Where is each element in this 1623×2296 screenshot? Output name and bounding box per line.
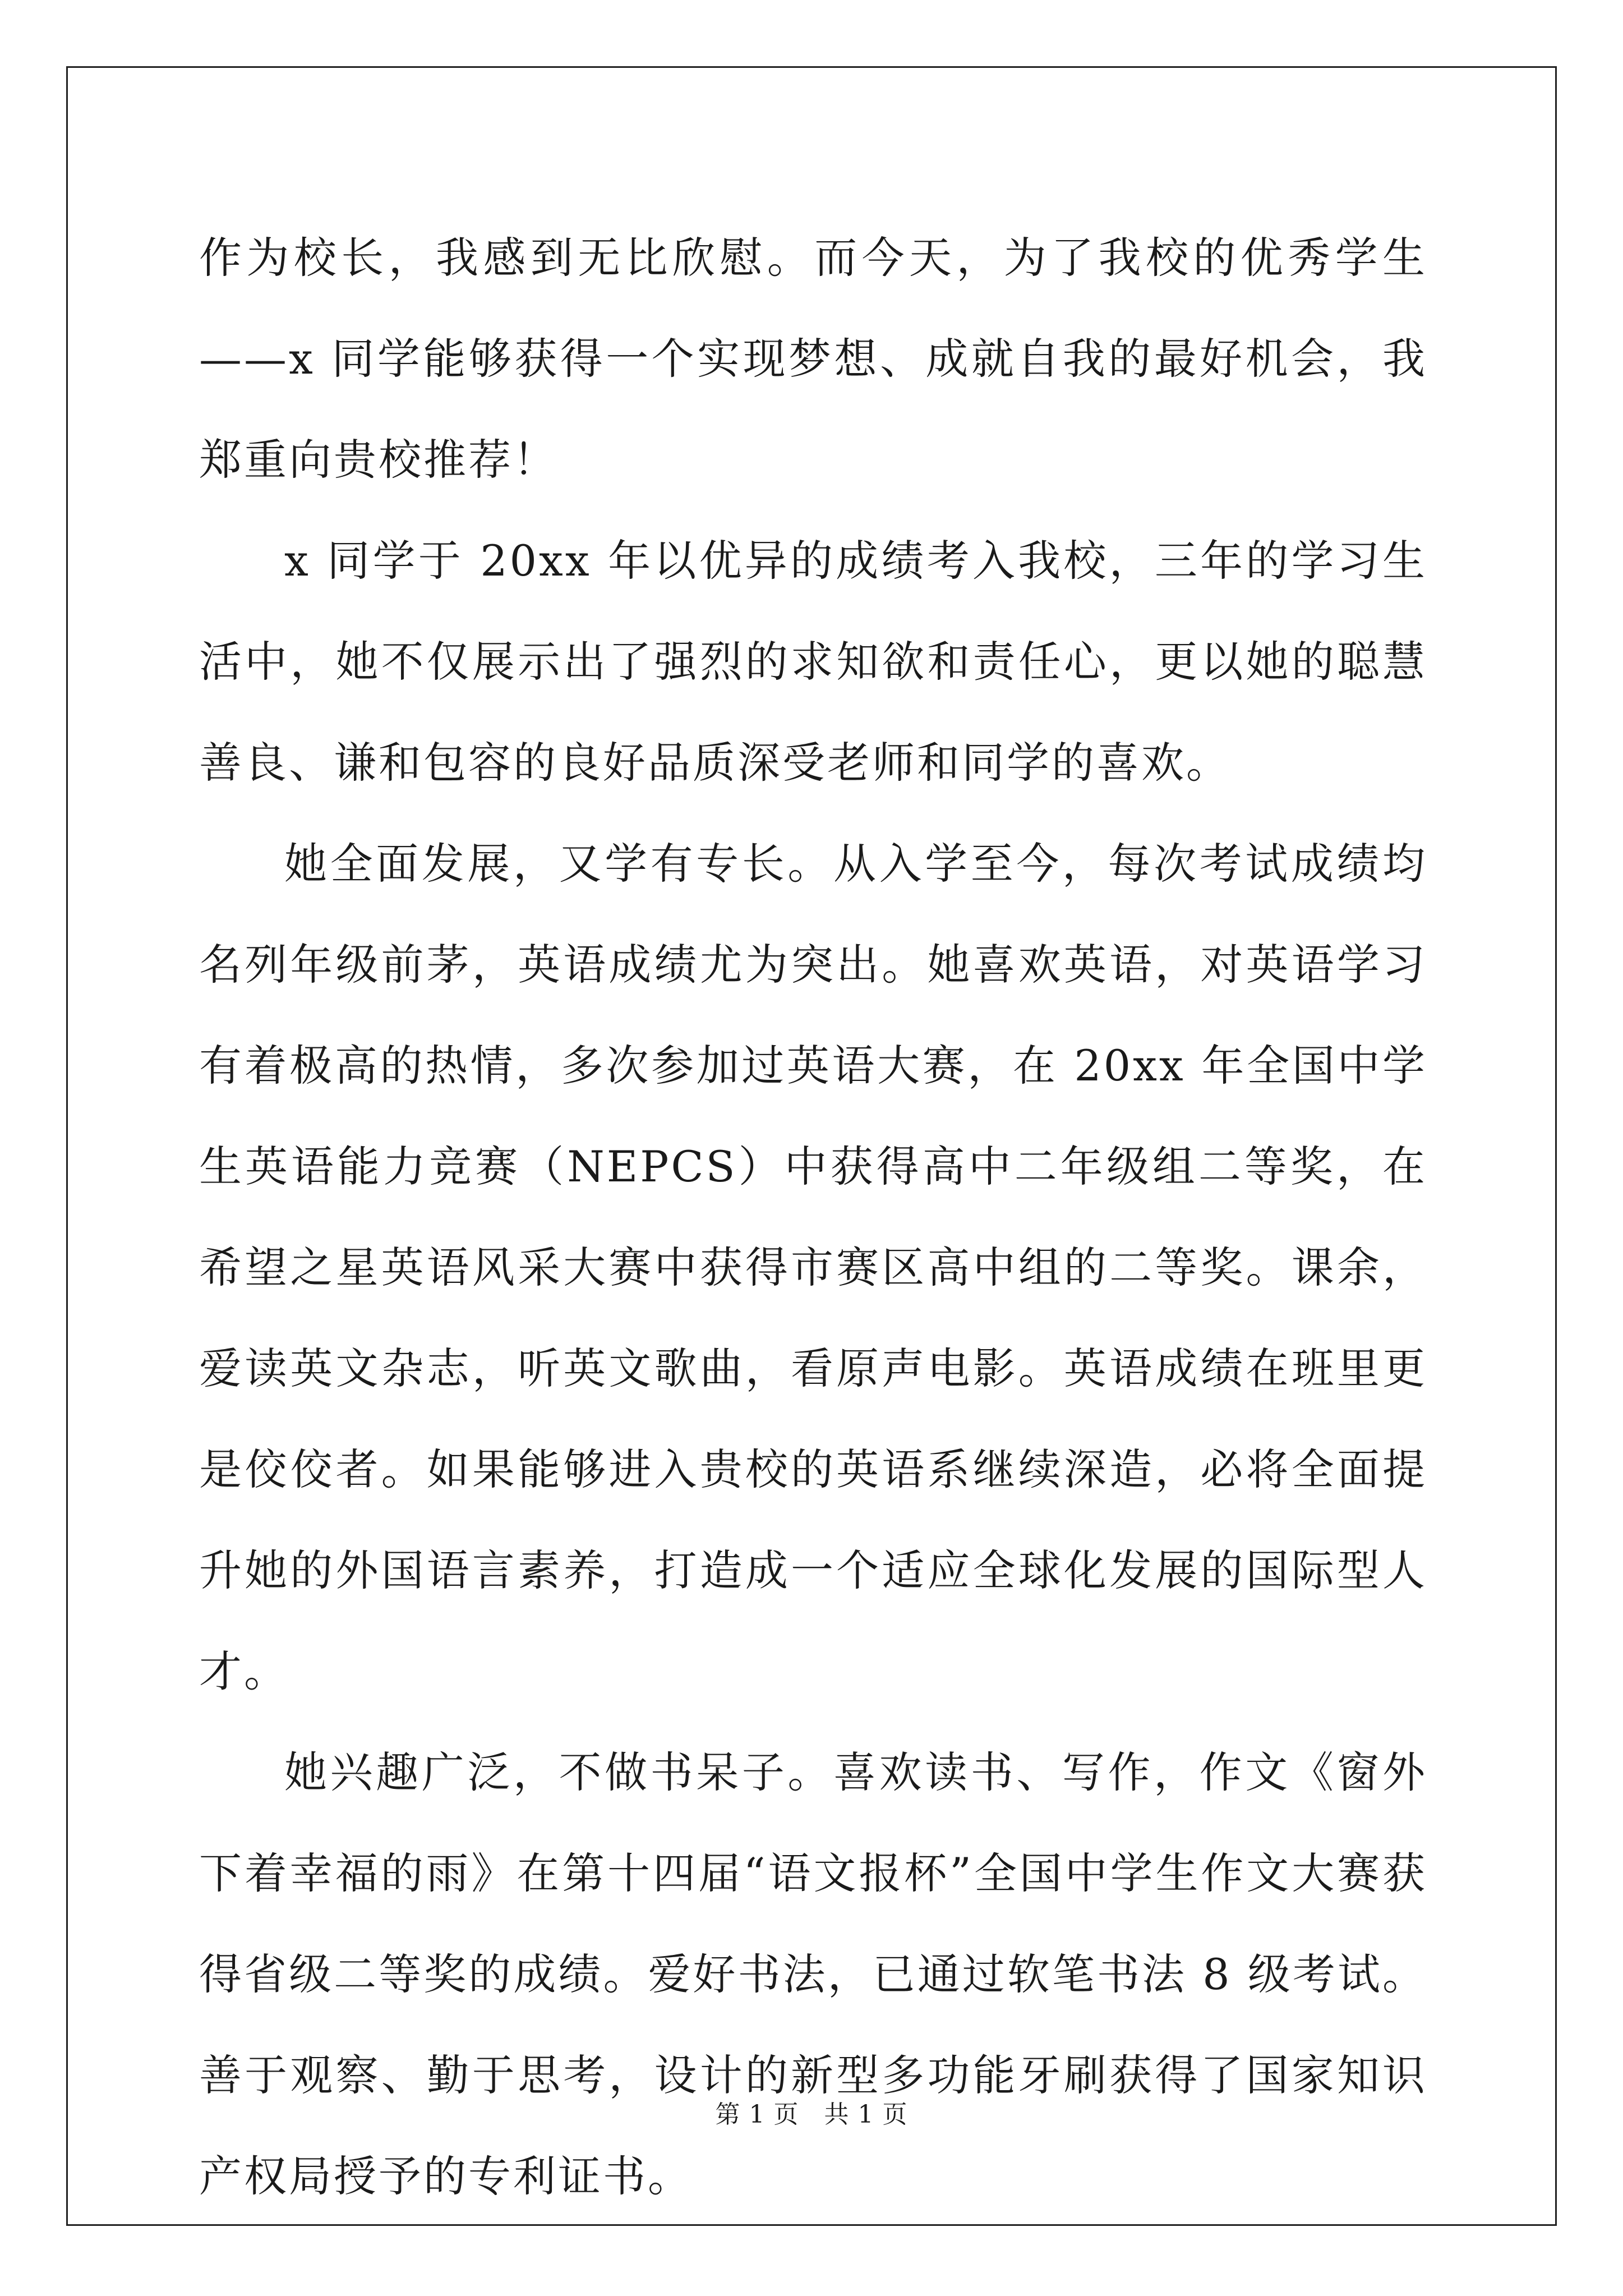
paragraph-4: 她兴趣广泛，不做书呆子。喜欢读书、写作，作文《窗外下着幸福的雨》在第十四届“语文报杯”全国中学生作文大赛获得省级二等奖的成绩。爱好书法，已通过软笔书法 8 级考试。善于观察、勤于思考，设计的新型多功能牙刷获得了国家知识产权局授予的专利证书。 (199, 1747, 1427, 2201)
paragraph-1: 作为校长，我感到无比欣慰。而今天，为了我校的优秀学生——x 同学能够获得一个实现梦想、成就自我的最好机会，我郑重向贵校推荐！ (199, 233, 1427, 485)
paragraph-3: 她全面发展，又学有专长。从入学至今，每次考试成绩均名列年级前茅，英语成绩尤为突出。她喜欢英语，对英语学习有着极高的热情，多次参加过英语大赛，在 20xx 年全国中学生英语能力竞赛（NEPCS）中获得高中二年级组二等奖，在希望之星英语风采大赛中获得市赛区高中组的二等奖。课余，爱读英文杂志，听英文歌曲，看原声电影。英语成绩在班里更是佼佼者。如果能够进入贵校的英语系继续深造，必将全面提升她的外国语言素养，打造成一个适应全球化发展的国际型人才。 (199, 839, 1427, 1696)
page-number-footer: 第 1 页 共 1 页 (715, 2100, 908, 2129)
document-body (199, 208, 1427, 2227)
paragraph-2: x 同学于 20xx 年以优异的成绩考入我校，三年的学习生活中，她不仅展示出了强烈的求知欲和责任心，更以她的聪慧善良、谦和包容的良好品质深受老师和同学的喜欢。 (199, 536, 1427, 788)
